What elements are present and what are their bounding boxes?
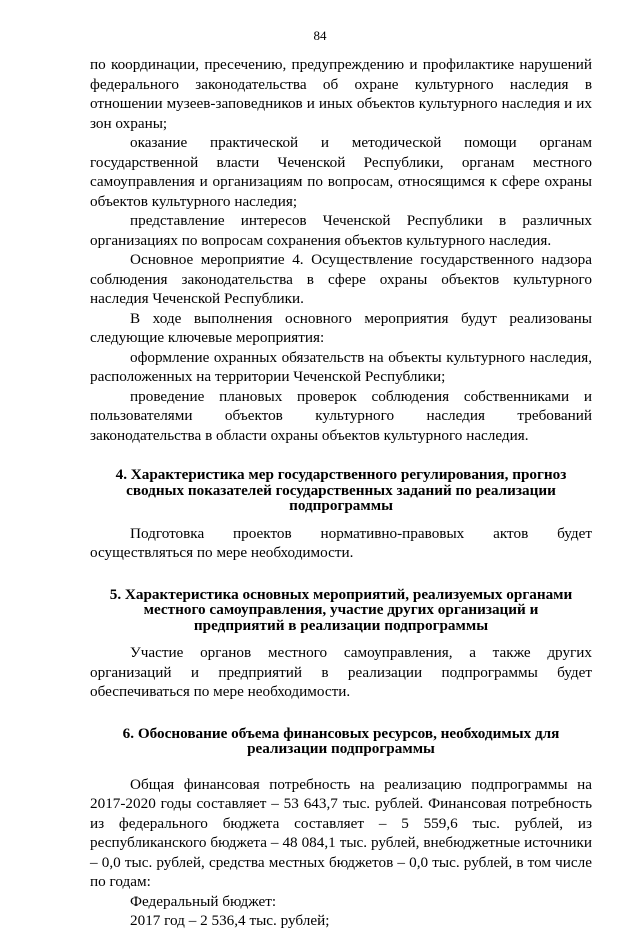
- paragraph: Основное мероприятие 4. Осуществление государственного надзора соблюдения законодательства в сфере охраны объектов культурного наследия Чеченской Республики.: [90, 251, 592, 307]
- federal-budget-2017: 2017 год – 2 536,4 тыс. рублей;: [130, 912, 330, 929]
- section-6-text: Общая финансовая потребность на реализацию подпрограммы на 2017-2020 годы составляет – 53 643,7 тыс. рублей. Финансовая потребность из федерального бюджета составляет – 5 559,6 тыс. рублей, из республиканского бюджета – 48 084,1 тыс. рублей, внебюджетные источники – 0,0 тыс. рублей, средства местных бюджетов – 0,0 тыс. рублей, в том числе по годам:: [90, 775, 592, 890]
- paragraph: по координации, пресечению, предупреждению и профилактике нарушений федерального законодательства об охране культурного наследия в отношении музеев-заповедников и иных объектов культурного наследия и их зон охраны;: [90, 56, 592, 132]
- section-4-text: Подготовка проектов нормативно-правовых актов будет осуществляться по мере необходимости.: [90, 524, 592, 561]
- section-5-text: Участие органов местного самоуправления, а также других организаций и предприятий в реализации подпрограммы будет обеспечиваться по мере необходимости.: [90, 644, 592, 700]
- section-4-heading: 4. Характеристика мер государственного регулирования, прогноз сводных показателей государственных заданий по реализации подпрограммы: [115, 466, 567, 514]
- document-body: [90, 55, 592, 931]
- paragraph: оказание практической и методической помощи органам государственной власти Чеченской Республики, органам местного самоуправления и организациям по вопросам, относящимся к сфере охраны объектов культурного наследия;: [90, 134, 592, 210]
- paragraph: оформление охранных обязательств на объекты культурного наследия, расположенных на территории Чеченской Республики;: [90, 348, 592, 385]
- paragraph: проведение плановых проверок соблюдения собственниками и пользователями объектов культурного наследия требований законодательства в области охраны объектов культурного наследия.: [90, 387, 592, 444]
- paragraph: представление интересов Чеченской Республики в различных организациях по вопросам сохранения объектов культурного наследия.: [90, 212, 592, 249]
- section-6-heading: 6. Обоснование объема финансовых ресурсов, необходимых для реализации подпрограммы: [122, 724, 560, 757]
- section-5-heading: 5. Характеристика основных мероприятий, реализуемых органами местного самоуправления, участие других организаций и предприятий в реализации подпрограммы: [109, 585, 573, 634]
- federal-budget-label: Федеральный бюджет:: [130, 892, 277, 910]
- paragraph: В ходе выполнения основного мероприятия будут реализованы следующие ключевые мероприятия:: [90, 309, 592, 346]
- page-number: 84: [313, 28, 327, 43]
